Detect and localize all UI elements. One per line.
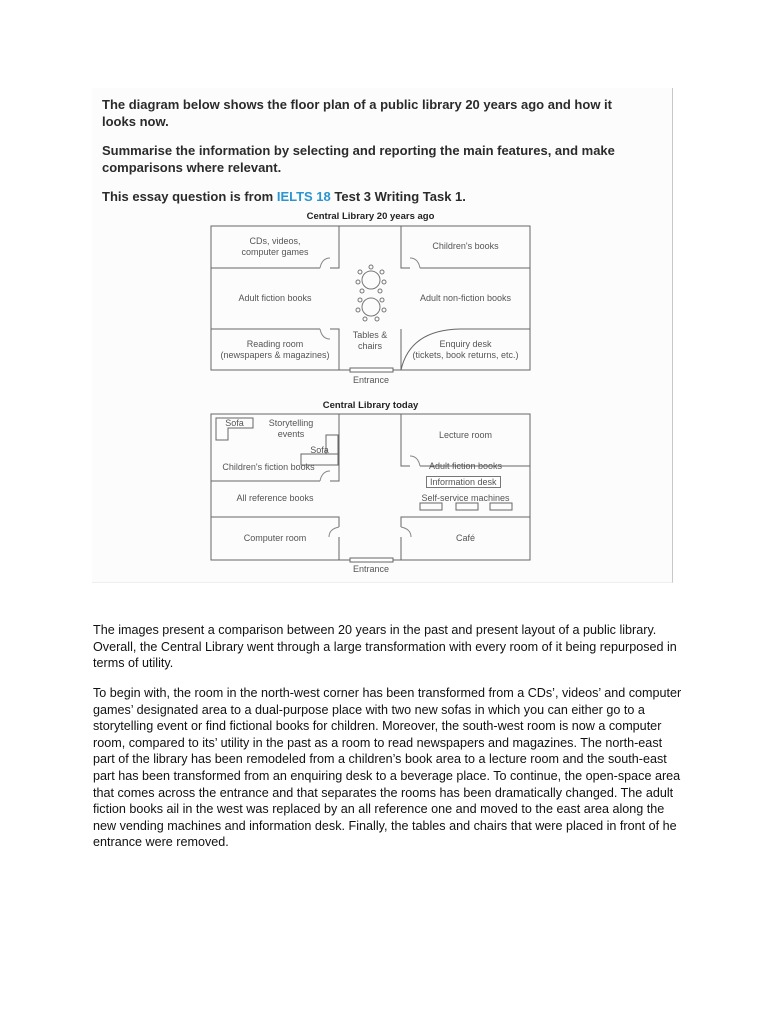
room-enquiry-desk: Enquiry desk (tickets, book returns, etc.) [412, 339, 519, 360]
today-plan-title: Central Library today [322, 400, 419, 411]
room-reading: Reading room (newspapers & magazines) [220, 339, 330, 360]
today-entrance: Entrance [352, 564, 390, 574]
room-childrens-books: Children's books [432, 241, 499, 251]
room-reference: All reference books [236, 493, 314, 503]
task-line-1: The diagram below shows the floor plan of a public library 20 years ago and how it looks now. [102, 97, 612, 129]
storytelling-events: Storytelling events [268, 418, 314, 439]
room-lecture: Lecture room [438, 430, 493, 440]
room-cafe: Café [455, 533, 475, 543]
task-source-prefix: This essay question is from [102, 189, 277, 204]
past-entrance: Entrance [352, 375, 390, 385]
past-plan-title: Central Library 20 years ago [306, 211, 435, 222]
room-computer: Computer room [243, 533, 307, 543]
information-desk: Information desk [426, 476, 501, 488]
ielts-18-link[interactable]: IELTS 18 [276, 189, 331, 204]
task-line-2: Summarise the information by selecting and reporting the main features, and make comparisons where relevant. [102, 143, 615, 175]
tables-chairs: Tables & chairs [352, 330, 388, 351]
room-cds-videos: CDs, videos, computer games [241, 236, 309, 257]
room-adult-nonfiction: Adult non-fiction books [419, 293, 512, 303]
room-adult-fiction: Adult fiction books [238, 293, 312, 303]
sofa-1: Sofa [225, 418, 244, 428]
room-adult-fiction-today: Adult fiction books [428, 461, 503, 471]
essay-paragraph-2: To begin with, the room in the north-west corner has been transformed from a CDs’, videos’ and computer games’ designated area to a dual-purpose place with two new sofas in which you can either go to a storytelling event or find fictional books for children. Moreover, the south-west room is now a computer room, compared to its’ utility in the past as a room to read newspapers and magazines. The north-east part of the library has been remodeled from a children’s book area to a lecture room and the south-east part has been transformed from an enquiring desk to a beverage place. To continue, the open-space area that comes across the entrance and that separates the rooms has been dramatically changed. The adult fiction books ail in the west was replaced by an all reference one and moved to the east area along the new vending machines and information desk. Finally, the tables and chairs that were placed in front of he entrance were removed. [93, 686, 682, 850]
self-service-machines: Self-service machines [421, 493, 510, 503]
task-source-suffix: Test 3 Writing Task 1. [330, 189, 466, 204]
essay-paragraph-1: The images present a comparison between 20 years in the past and present layout of a public library. Overall, the Central Library went through a large transformation with every room of it being repurposed in terms of utility. [93, 623, 677, 671]
sofa-2: Sofa [310, 445, 329, 455]
room-childrens-fiction: Children's fiction books [222, 462, 315, 472]
